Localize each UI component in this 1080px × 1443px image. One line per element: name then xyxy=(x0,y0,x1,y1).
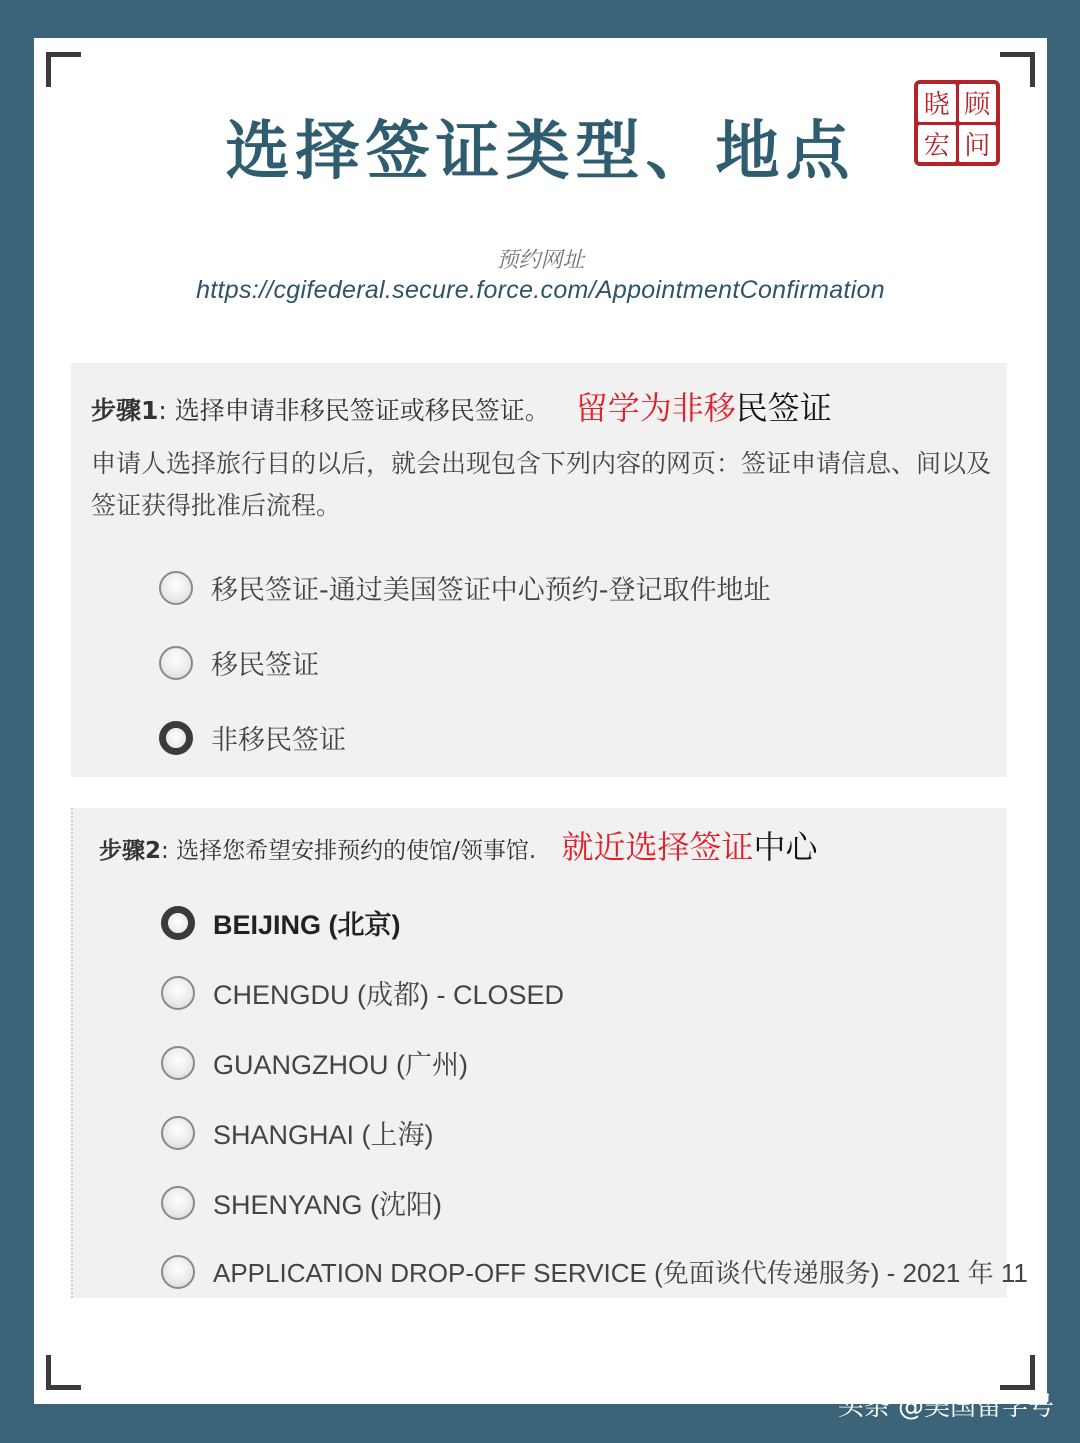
page-title: 选择签证类型、地点 xyxy=(225,115,856,189)
visa-type-option[interactable] xyxy=(159,718,346,757)
step1-heading-line xyxy=(91,383,832,429)
step1-heading: 步骤1 xyxy=(91,396,159,425)
corner-bracket-bottom-left xyxy=(46,1355,81,1390)
booking-url-link[interactable]: https://cgifederal.secure.force.com/AppointmentConfirmation xyxy=(196,276,885,304)
radio-label: 移民签证-通过美国签证中心预约-登记取件地址 xyxy=(211,575,771,606)
radio-button[interactable] xyxy=(161,1255,195,1289)
visa-type-option[interactable] xyxy=(159,568,771,607)
radio-button[interactable] xyxy=(161,1046,195,1080)
step2-heading: 步骤2 xyxy=(99,838,162,864)
step1-description: 申请人选择旅行目的以后，就会出现包含下列内容的网页：签证申请信息、间以及签证获得批准后流程。 xyxy=(91,449,992,520)
corner-bracket-bottom-right xyxy=(1000,1355,1035,1390)
step1-instruction: : 选择申请非移民签证或移民签证。 xyxy=(158,396,550,425)
watermark: 头条 @美国留学号 xyxy=(837,1392,1054,1422)
visa-type-option[interactable] xyxy=(159,643,319,682)
radio-label: GUANGZHOU (广州) xyxy=(213,1050,468,1080)
content-card xyxy=(34,38,1047,1404)
radio-button[interactable] xyxy=(161,1186,195,1220)
step2-annotation-black: 中心 xyxy=(753,828,818,866)
radio-label: SHANGHAI (上海) xyxy=(213,1120,434,1150)
location-option[interactable] xyxy=(161,1113,434,1152)
step2-instruction: : 选择您希望安排预约的使馆/领事馆. xyxy=(161,838,537,864)
step1-annotation-red: 留学为非移 xyxy=(575,389,736,427)
radio-button[interactable] xyxy=(161,1116,195,1150)
step2-heading-line xyxy=(99,822,817,868)
radio-button-selected[interactable] xyxy=(161,906,195,940)
radio-label: 非移民签证 xyxy=(211,725,346,756)
step2-panel xyxy=(71,808,1028,1298)
radio-button[interactable] xyxy=(161,976,195,1010)
radio-label: 移民签证 xyxy=(211,650,319,681)
seal-char: 顾 xyxy=(959,84,997,122)
step1-panel xyxy=(71,363,1007,777)
radio-label: APPLICATION DROP-OFF SERVICE (免面谈代传递服务) - 2021 年 11 xyxy=(213,1258,1028,1288)
radio-button-selected[interactable] xyxy=(159,721,193,755)
radio-button[interactable] xyxy=(159,646,193,680)
location-option[interactable] xyxy=(161,973,564,1012)
location-option[interactable] xyxy=(161,1043,468,1082)
radio-label: BEIJING (北京) xyxy=(213,910,401,940)
radio-button[interactable] xyxy=(159,571,193,605)
radio-label: SHENYANG (沈阳) xyxy=(213,1190,443,1220)
seal-logo xyxy=(914,80,1000,166)
corner-bracket-top-left xyxy=(46,52,81,87)
location-option[interactable] xyxy=(161,903,401,942)
location-option[interactable] xyxy=(161,1253,1028,1290)
location-option[interactable] xyxy=(161,1183,442,1222)
seal-char: 晓 xyxy=(918,84,956,122)
corner-bracket-top-right xyxy=(1000,52,1035,87)
step2-annotation-red: 就近选择签证 xyxy=(561,828,754,866)
step1-annotation-black: 民签证 xyxy=(735,389,832,427)
booking-url-label: 预约网址 xyxy=(496,248,585,273)
seal-char: 问 xyxy=(959,125,997,163)
seal-char: 宏 xyxy=(918,125,956,163)
radio-label: CHENGDU (成都) - CLOSED xyxy=(213,980,565,1010)
